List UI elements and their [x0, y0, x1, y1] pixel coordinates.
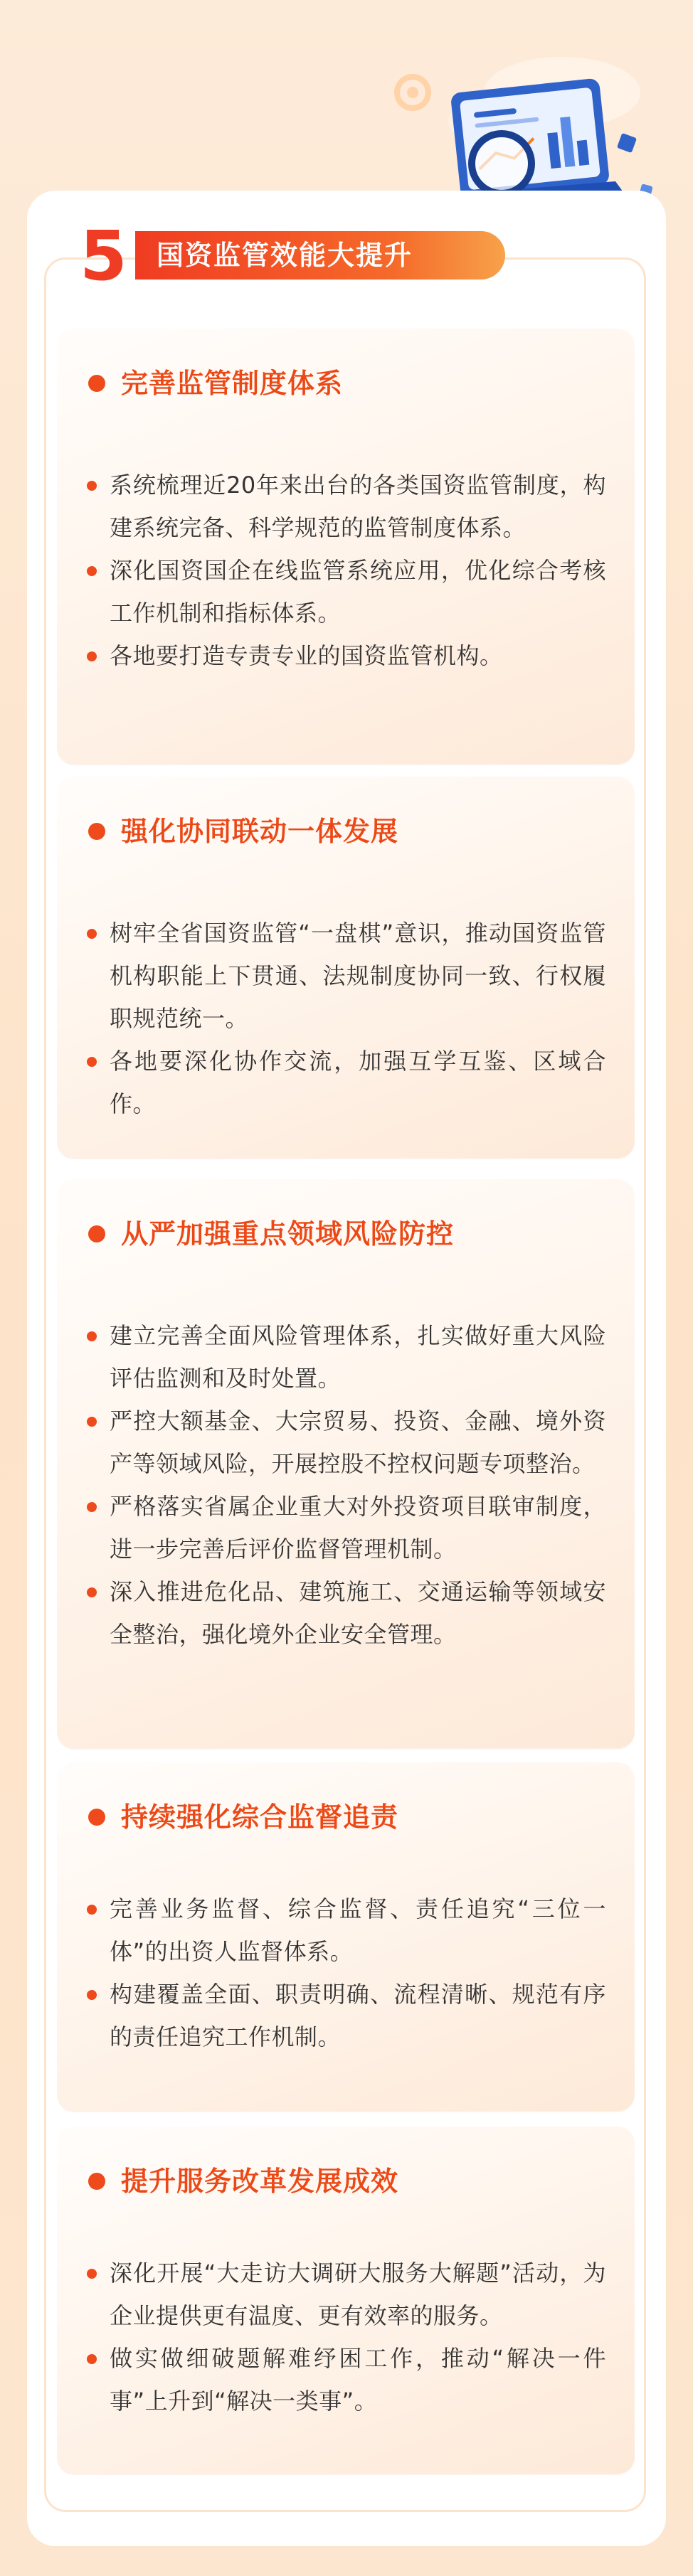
heading-bullet-icon [88, 823, 105, 840]
card-heading-text: 完善监管制度体系 [121, 368, 344, 399]
list-item: 深入推进危化品、建筑施工、交通运输等领域安全整治，强化境外企业安全管理。 [87, 1570, 606, 1656]
card-heading-text: 强化协同联动一体发展 [121, 816, 399, 847]
heading-bullet-icon [88, 375, 105, 392]
card-supervision-accountability [57, 1762, 635, 2111]
card-heading [88, 2163, 398, 2199]
section-number: 5 [80, 216, 127, 296]
list-item: 建立完善全面风险管理体系，扎实做好重大风险评估监测和及时处置。 [87, 1314, 606, 1400]
list-item: 深化开展“大走访大调研大服务大解题”活动，为企业提供更有温度、更有效率的服务。 [87, 2252, 606, 2337]
card-heading [88, 814, 398, 849]
card-improve-regulatory-system [57, 329, 635, 764]
list-item: 严格落实省属企业重大对外投资项目联审制度，进一步完善后评价监督管理机制。 [87, 1485, 606, 1570]
bullet-list [87, 1888, 606, 2058]
card-heading-text: 持续强化综合监督追责 [121, 1801, 399, 1833]
bullet-list [87, 1314, 606, 1656]
card-risk-prevention [57, 1179, 635, 1748]
list-item: 各地要打造专责专业的国资监管机构。 [87, 634, 606, 677]
list-item: 系统梳理近20年来出台的各类国资监管制度，构建系统完备、科学规范的监管制度体系。 [87, 464, 606, 549]
heading-bullet-icon [88, 1809, 105, 1826]
card-service-reform [57, 2127, 635, 2474]
list-item: 完善业务监督、综合监督、责任追究“三位一体”的出资人监督体系。 [87, 1888, 606, 1973]
heading-bullet-icon [88, 1225, 105, 1242]
card-heading [88, 1216, 454, 1252]
card-heading-text: 提升服务改革发展成效 [121, 2166, 399, 2197]
bullet-list [87, 912, 606, 1125]
list-item: 深化国资国企在线监管系统应用，优化综合考核工作机制和指标体系。 [87, 549, 606, 634]
heading-bullet-icon [88, 2173, 105, 2190]
bullet-list [87, 464, 606, 677]
bullet-list [87, 2252, 606, 2422]
card-heading [88, 1799, 398, 1835]
list-item: 做实做细破题解难纾困工作，推动“解决一件事”上升到“解决一类事”。 [87, 2337, 606, 2422]
list-item: 各地要深化协作交流，加强互学互鉴、区域合作。 [87, 1040, 606, 1125]
list-item: 严控大额基金、大宗贸易、投资、金融、境外资产等领域风险，开展控股不控权问题专项整治。 [87, 1400, 606, 1485]
card-heading-text: 从严加强重点领域风险防控 [121, 1218, 455, 1250]
list-item: 树牢全省国资监管“一盘棋”意识，推动国资监管机构职能上下贯通、法规制度协同一致、行权履职规范统一。 [87, 912, 606, 1040]
card-heading [88, 366, 343, 401]
section-title: 国资监管效能大提升 [135, 231, 505, 280]
card-coordinated-development [57, 777, 635, 1158]
list-item: 构建覆盖全面、职责明确、流程清晰、规范有序的责任追究工作机制。 [87, 1973, 606, 2058]
